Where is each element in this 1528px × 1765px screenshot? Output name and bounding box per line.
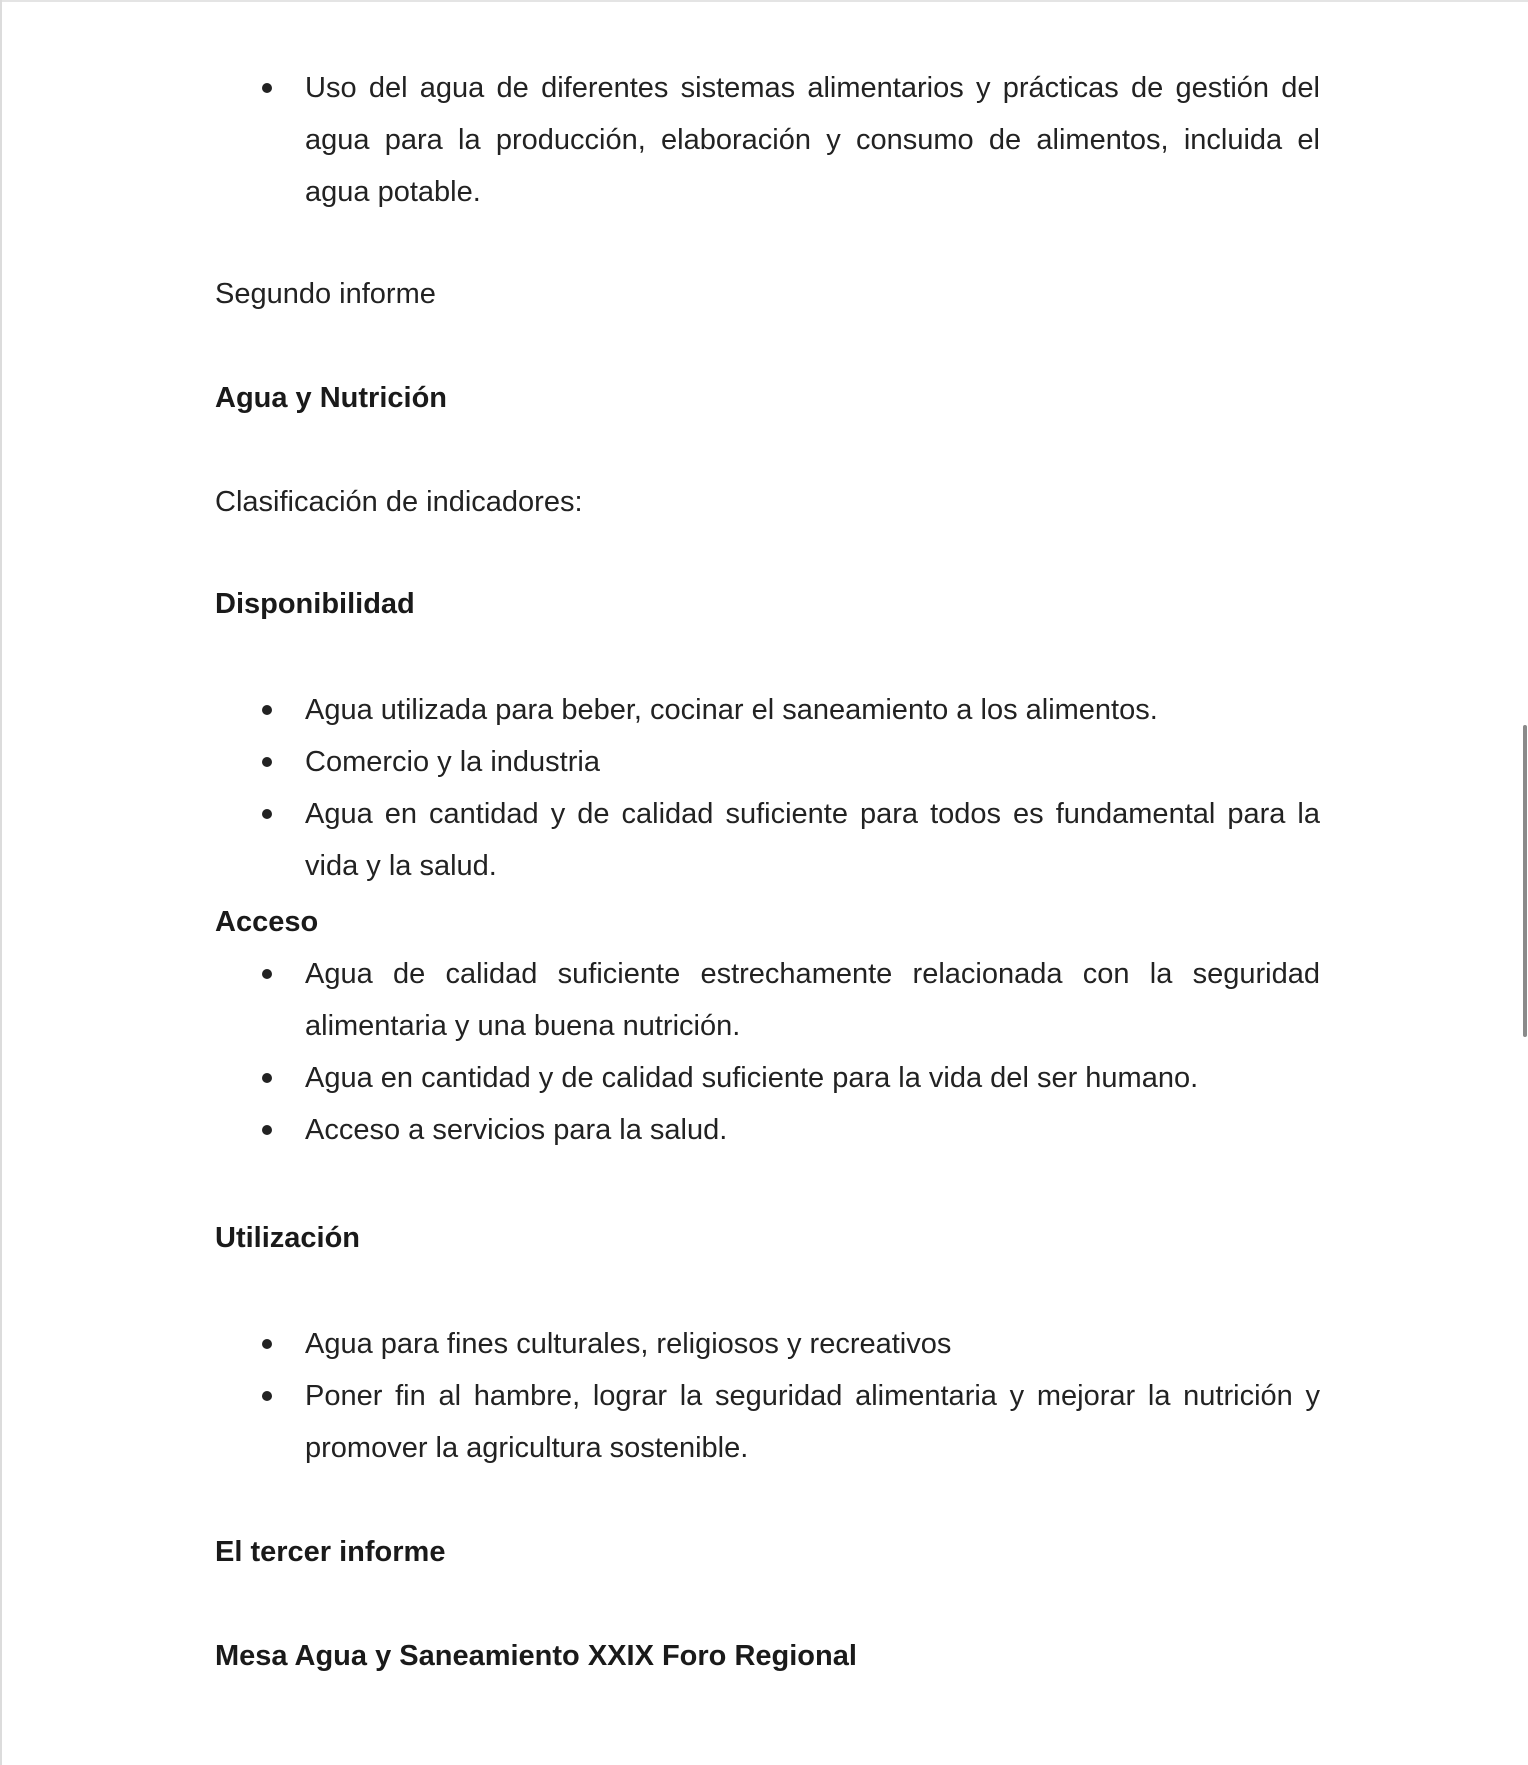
list-item-text: Acceso a servicios para la salud.	[305, 1114, 728, 1146]
tercer-informe-heading: El tercer informe	[215, 1536, 446, 1568]
bullet-icon	[262, 1073, 272, 1083]
intro-bullet-list	[215, 62, 1320, 218]
list-item-text: Agua en cantidad y de calidad suficiente para la vida del ser humano.	[305, 1062, 1199, 1094]
disponibilidad-heading: Disponibilidad	[215, 588, 415, 620]
list-item-text: Poner fin al hambre, lograr la seguridad alimentaria y mejorar la nutrición y promover la agricultura sostenible.	[305, 1380, 1320, 1464]
bullet-icon	[262, 969, 272, 979]
bullet-icon	[262, 1339, 272, 1349]
list-item-text: Agua en cantidad y de calidad suficiente para todos es fundamental para la vida y la salud.	[305, 798, 1320, 882]
bullet-icon	[262, 1391, 272, 1401]
list-item-text: Agua de calidad suficiente estrechamente relacionada con la seguridad alimentaria y una buena nutrición.	[305, 958, 1320, 1042]
segundo-informe-label: Segundo informe	[215, 278, 436, 310]
utilizacion-bullet-list	[215, 1318, 1320, 1474]
clasificacion-label: Clasificación de indicadores:	[215, 486, 583, 518]
list-item	[215, 948, 1320, 1052]
list-item-text: Comercio y la industria	[305, 746, 600, 778]
disponibilidad-bullet-list	[215, 684, 1320, 892]
list-item	[215, 62, 1320, 218]
mesa-heading: Mesa Agua y Saneamiento XXIX Foro Regional	[215, 1640, 857, 1672]
list-item	[215, 1052, 1320, 1104]
scrollbar-thumb[interactable]	[1523, 725, 1527, 1037]
list-item	[215, 1318, 1320, 1370]
list-item	[215, 684, 1320, 736]
list-item	[215, 736, 1320, 788]
list-item-text: Agua para fines culturales, religiosos y recreativos	[305, 1328, 952, 1360]
bullet-icon	[262, 1125, 272, 1135]
bullet-icon	[262, 809, 272, 819]
list-item	[215, 788, 1320, 892]
acceso-bullet-list	[215, 948, 1320, 1156]
bullet-icon	[262, 705, 272, 715]
list-item-text: Uso del agua de diferentes sistemas alimentarios y prácticas de gestión del agua para la producción, elaboración y consumo de alimentos, incluida el agua potable.	[305, 72, 1320, 208]
bullet-icon	[262, 83, 272, 93]
list-item-text: Agua utilizada para beber, cocinar el saneamiento a los alimentos.	[305, 694, 1158, 726]
list-item	[215, 1370, 1320, 1474]
bullet-icon	[262, 757, 272, 767]
page-left-border	[0, 0, 2, 1765]
page-top-border	[0, 0, 1528, 2]
agua-nutricion-heading: Agua y Nutrición	[215, 382, 448, 414]
utilizacion-heading: Utilización	[215, 1222, 361, 1254]
list-item	[215, 1104, 1320, 1156]
acceso-heading: Acceso	[215, 906, 319, 938]
